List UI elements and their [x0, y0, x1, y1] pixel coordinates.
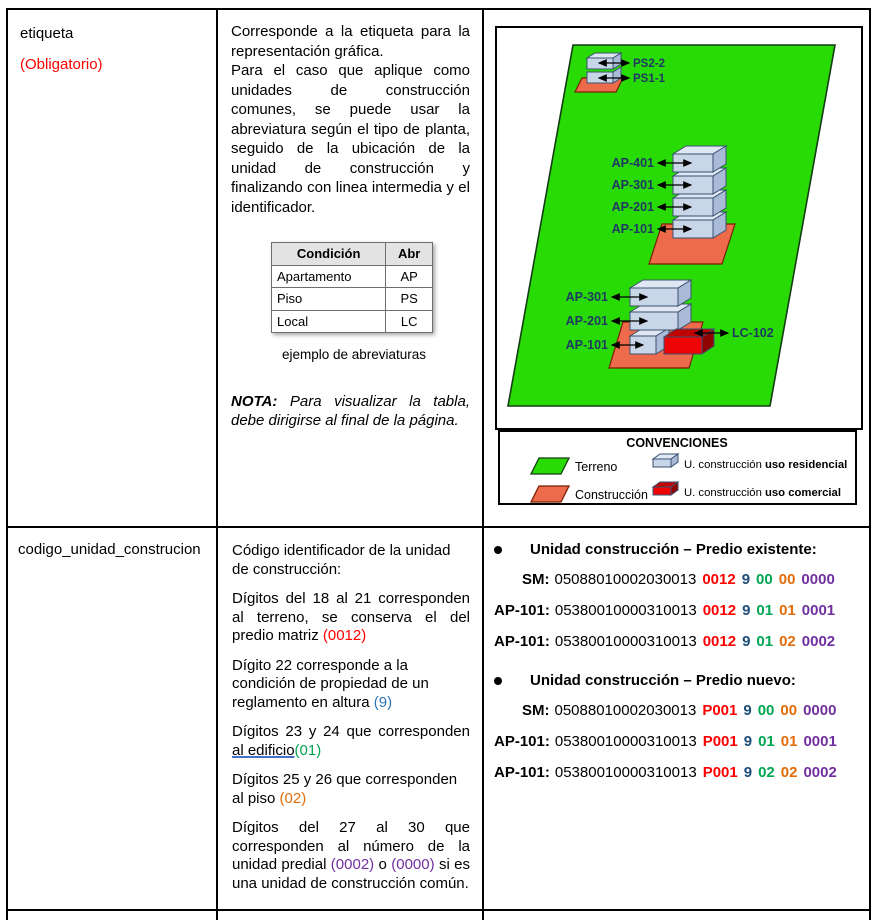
- legend-label: Terreno: [575, 460, 618, 474]
- cell-etiqueta-figure: [484, 10, 869, 528]
- cell-codigo-description: [218, 528, 484, 911]
- bullet-icon: [494, 546, 502, 554]
- legend: [499, 431, 856, 504]
- example-group-heading: Unidad construcción – Predio nuevo:: [490, 672, 863, 689]
- nota-paragraph: [231, 392, 470, 431]
- unit-box-residential: [630, 280, 691, 306]
- abbreviations-table: [271, 242, 433, 333]
- description-paragraph: Dígitos del 18 al 21 corresponden al terreno, se conserva el del predio matriz (0012): [232, 590, 470, 644]
- code-example-line: SM: 05088010002030013 P001 9 00 00 0000: [522, 702, 837, 719]
- digit-sample-blue: (9): [373, 693, 393, 711]
- unit-label: PS1-1: [633, 73, 665, 85]
- code-example-line: AP-101: 05380010000310013 0012 9 01 01 0001: [494, 602, 836, 619]
- code-example-line: AP-101: 05380010000310013 0012 9 01 02 0002: [494, 633, 836, 650]
- description-paragraph: Dígitos 25 y 26 que corresponden al piso (02): [232, 771, 458, 807]
- description-paragraph: Dígitos 23 y 24 que corresponden al edificio(01): [232, 723, 470, 759]
- unit-label: AP-201: [565, 314, 608, 328]
- column-header-abr: Abr: [386, 243, 433, 266]
- column-header-condicion: Condición: [272, 243, 386, 266]
- unit-label: AP-201: [611, 200, 654, 214]
- nota-text: Para visualizar la tabla, debe dirigirse al final de la página.: [231, 392, 470, 429]
- field-name: etiqueta: [20, 25, 74, 42]
- table-row: [272, 288, 433, 311]
- attribute-table: [6, 8, 871, 920]
- legend-title: CONVENCIONES: [626, 436, 728, 450]
- code-example-line: AP-101: 05380010000310013 P001 9 02 02 0002: [494, 764, 837, 781]
- condition-cell: Local: [272, 310, 386, 333]
- digit-sample-orange: (02): [279, 789, 307, 807]
- unit-box-residential: [673, 146, 726, 172]
- residential-legend-icon: [653, 454, 678, 467]
- description-paragraph: Código identificador de la unidad de construcción:: [232, 542, 451, 578]
- description-paragraph: Dígitos del 27 al 30 que corresponden al número de la unidad predial (0002) o (0000) si es una unidad de construcción común.: [232, 819, 470, 892]
- code-example-line: SM: 05088010002030013 0012 9 00 00 0000: [522, 571, 835, 588]
- description-paragraph: Corresponde a la etiqueta para la representación gráfica.: [231, 23, 470, 60]
- abbreviations-block: [271, 242, 437, 365]
- next-row-cell: [484, 911, 869, 920]
- unit-box-residential: [630, 328, 669, 354]
- table-header-row: [272, 243, 433, 266]
- field-name: codigo_unidad_construcion: [18, 541, 201, 558]
- cell-etiqueta-description: [218, 10, 484, 528]
- legend-label: Construcción: [575, 488, 648, 502]
- condition-cell: Apartamento: [272, 265, 386, 288]
- next-row-cell: [8, 911, 218, 920]
- cell-field-codigo: [8, 528, 218, 911]
- abbr-cell: LC: [386, 310, 433, 333]
- unit-label: AP-401: [611, 156, 654, 170]
- condition-cell: Piso: [272, 288, 386, 311]
- abbr-cell: AP: [386, 265, 433, 288]
- legend-label: U. construcción uso residencial: [684, 459, 848, 471]
- unit-label: PS2-2: [633, 58, 665, 70]
- unit-box-residential: [587, 53, 621, 69]
- example-group-heading: Unidad construcción – Predio existente:: [490, 541, 863, 558]
- units-diagram: [495, 26, 863, 506]
- unit-label: AP-101: [611, 222, 654, 236]
- digit-sample-green: (01): [294, 741, 322, 759]
- table-row: [272, 265, 433, 288]
- table-caption: ejemplo de abreviaturas: [281, 347, 427, 362]
- legend-label: U. construcción uso comercial: [684, 487, 841, 499]
- required-flag: (Obligatorio): [20, 56, 103, 73]
- description-paragraph: Dígito 22 corresponde a la condición de propiedad de un reglamento en altura (9): [232, 656, 429, 711]
- digit-sample-purple: (0002): [330, 856, 375, 873]
- unit-label: AP-301: [611, 178, 654, 192]
- code-example-line: AP-101: 05380010000310013 P001 9 01 01 0001: [494, 733, 837, 750]
- description-paragraph: Para el caso que aplique como unidades de construcción comunes, se puede usar la abreviatura según el tipo de planta, seguido de la ubicación de la unidad de construcción y finalizando con linea intermedia y el identificador.: [231, 62, 470, 216]
- digit-sample-red: (0012): [322, 627, 367, 644]
- unit-label: LC-102: [732, 326, 774, 340]
- table-row: [272, 310, 433, 333]
- unit-label: AP-301: [565, 290, 608, 304]
- next-row-cell: [218, 911, 484, 920]
- commercial-legend-icon: [653, 482, 678, 495]
- abbr-cell: PS: [386, 288, 433, 311]
- cell-field-etiqueta: [8, 10, 218, 528]
- unit-label: AP-101: [565, 338, 608, 352]
- digit-sample-purple: (0000): [391, 856, 435, 873]
- bullet-icon: [494, 677, 502, 685]
- edificio-link[interactable]: al edificio: [232, 741, 295, 759]
- nota-label: NOTA:: [231, 392, 278, 410]
- cell-codigo-examples: [484, 528, 869, 911]
- unit-box-residential: [630, 304, 691, 330]
